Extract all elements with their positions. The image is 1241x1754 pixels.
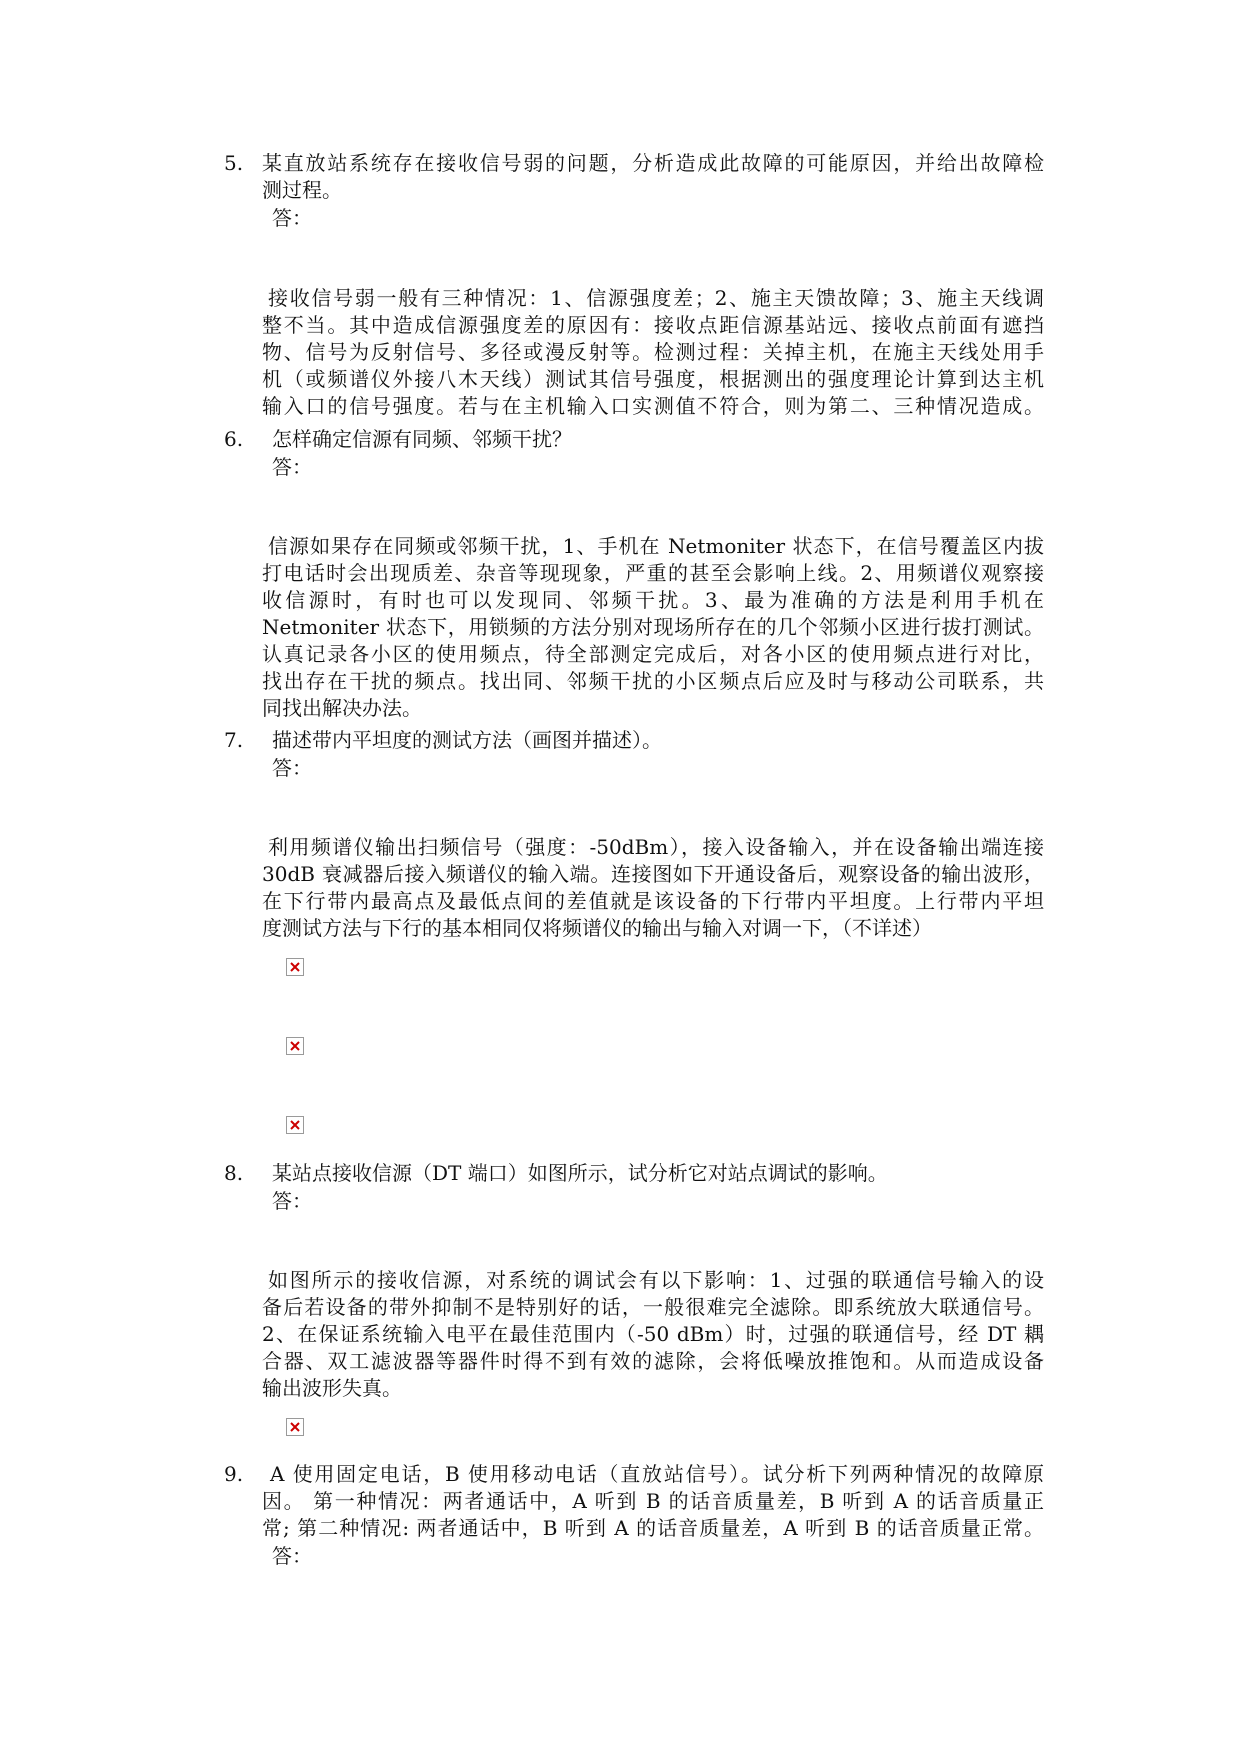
answer-text-line: 合器、双工滤波器等器件时得不到有效的滤除，会将低噪放推饱和。从而造成设备 [262,1349,1044,1373]
broken-image-icon [286,958,304,976]
question-number: 5. [224,151,244,175]
question-text-line: 某站点接收信源（DT 端口）如图所示，试分析它对站点调试的影响。 [272,1161,888,1185]
answer-label: 答： [272,756,312,780]
answer-label: 答： [272,206,312,230]
question-text-line: 某直放站系统存在接收信号弱的问题，分析造成此故障的可能原因，并给出故障检 [262,151,1044,175]
answer-text-line: 接收信号弱一般有三种情况：1、信源强度差；2、施主天馈故障；3、施主天线调 [268,286,1044,310]
answer-text-line: 如图所示的接收信源，对系统的调试会有以下影响：1、过强的联通信号输入的设 [268,1268,1044,1292]
answer-text-line: 整不当。其中造成信源强度差的原因有：接收点距信源基站远、接收点前面有遮挡 [262,313,1044,337]
answer-text-line: 机（或频谱仪外接八木天线）测试其信号强度，根据测出的强度理论计算到达主机 [262,367,1044,391]
answer-text-line: 同找出解决办法。 [262,696,422,720]
question-number: 8. [224,1161,244,1185]
answer-text-line: 物、信号为反射信号、多径或漫反射等。检测过程：关掉主机，在施主天线处用手 [262,340,1044,364]
answer-text-line: 信源如果存在同频或邻频干扰，1、手机在 Netmoniter 状态下，在信号覆盖区内拔 [268,534,1044,558]
answer-text-line: 找出存在干扰的频点。找出同、邻频干扰的小区频点后应及时与移动公司联系，共 [262,669,1044,693]
answer-text-line: 30dB 衰减器后接入频谱仪的输入端。连接图如下开通设备后，观察设备的输出波形， [262,862,1044,886]
answer-text-line: Netmoniter 状态下，用锁频的方法分别对现场所存在的几个邻频小区进行拔打测试。 [262,615,1044,639]
answer-text-line: 输入口的信号强度。若与在主机输入口实测值不符合，则为第二、三种情况造成。 [262,394,1044,418]
answer-text-line: 认真记录各小区的使用频点，待全部测定完成后，对各小区的使用频点进行对比， [262,642,1044,666]
broken-image-icon [286,1418,304,1436]
question-text-line: 常; 第二种情况: 两者通话中，B 听到 A 的话音质量差，A 听到 B 的话音质量正常。 [262,1516,1044,1540]
answer-text-line: 度测试方法与下行的基本相同仅将频谱仪的输出与输入对调一下，（不详述） [262,916,932,940]
answer-label: 答： [272,455,312,479]
answer-text-line: 备后若设备的带外抑制不是特别好的话，一般很难完全滤除。即系统放大联通信号。 [262,1295,1044,1319]
question-number: 9. [224,1462,244,1486]
answer-label: 答： [272,1544,312,1568]
answer-text-line: 打电话时会出现质差、杂音等现现象，严重的甚至会影响上线。2、用频谱仪观察接 [262,561,1044,585]
answer-text-line: 2、在保证系统输入电平在最佳范围内（-50 dBm）时，过强的联通信号，经 DT 耦 [262,1322,1044,1346]
question-text-line: 测过程。 [262,178,342,202]
answer-text-line: 在下行带内最高点及最低点间的差值就是该设备的下行带内平坦度。上行带内平坦 [262,889,1044,913]
broken-image-icon [286,1116,304,1134]
broken-image-icon [286,1037,304,1055]
question-text-line: 因。 第一种情况：两者通话中，A 听到 B 的话音质量差，B 听到 A 的话音质量正 [262,1489,1044,1513]
question-text-line: A 使用固定电话，B 使用移动电话（直放站信号）。试分析下列两种情况的故障原 [270,1462,1044,1486]
question-text-line: 描述带内平坦度的测试方法（画图并描述）。 [272,728,662,752]
question-text-line: 怎样确定信源有同频、邻频干扰？ [272,427,572,451]
answer-text-line: 输出波形失真。 [262,1376,402,1400]
answer-label: 答： [272,1189,312,1213]
answer-text-line: 收信源时，有时也可以发现同、邻频干扰。3、最为准确的方法是利用手机在 [262,588,1044,612]
question-number: 7. [224,728,244,752]
question-number: 6. [224,427,244,451]
answer-text-line: 利用频谱仪输出扫频信号（强度：-50dBm），接入设备输入，并在设备输出端连接 [268,835,1044,859]
